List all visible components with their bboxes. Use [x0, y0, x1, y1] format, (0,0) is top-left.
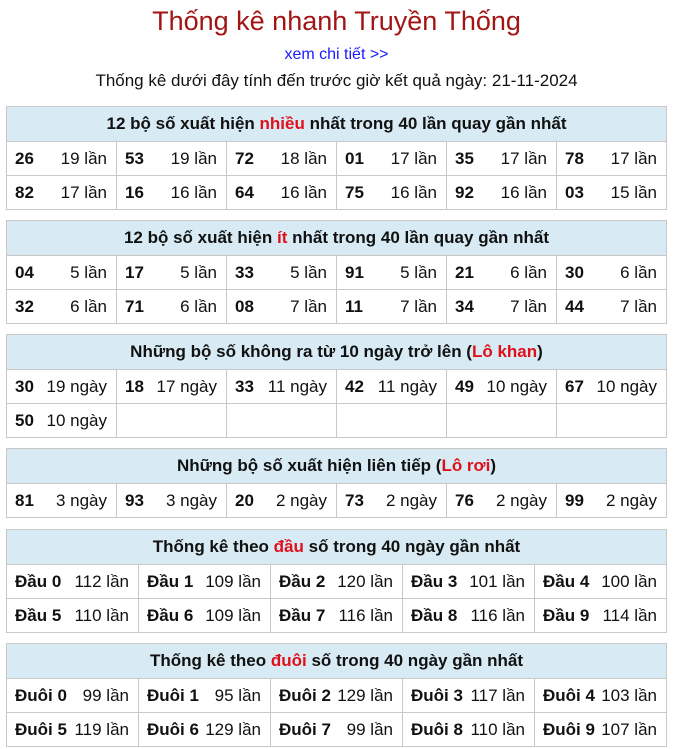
stat-number: 64: [235, 182, 254, 202]
stat-count: 101 lần: [469, 571, 525, 591]
stat-cell: [535, 713, 667, 747]
stat-number: 99: [565, 490, 584, 510]
table-row: [7, 565, 667, 599]
stat-cell: [337, 176, 447, 210]
stat-count: 16 lần: [170, 182, 217, 202]
stat-number: 33: [235, 262, 254, 282]
stat-count: 7 lần: [290, 296, 327, 316]
stat-count: 17 lần: [60, 182, 107, 202]
stat-number: 26: [15, 148, 34, 168]
stat-cell: [447, 142, 557, 176]
stat-count: 2 ngày: [385, 490, 437, 510]
stat-number: 03: [565, 182, 584, 202]
stat-number: 73: [345, 490, 364, 510]
stat-cell: [337, 370, 447, 404]
stat-count: 11 ngày: [377, 376, 437, 396]
stat-cell: [271, 565, 403, 599]
stat-cell: [227, 370, 337, 404]
section-title-text: 12 bộ số xuất hiện: [106, 114, 260, 133]
stat-count: 16 lần: [390, 182, 437, 202]
section-title-highlight: Lô khan: [471, 342, 538, 361]
stat-number: Đuôi 1: [147, 685, 199, 705]
stat-count: 10 ngày: [46, 410, 107, 430]
stat-count: 15 lần: [610, 182, 657, 202]
stat-count: 109 lần: [205, 571, 261, 591]
stat-number: 50: [15, 410, 34, 430]
table-row: [7, 142, 667, 176]
stat-count: 129 lần: [205, 719, 261, 739]
stat-cell: [117, 404, 227, 438]
stat-cell: [557, 484, 667, 518]
stat-cell: [535, 679, 667, 713]
stat-count: 129 lần: [337, 685, 393, 705]
stat-number: 91: [345, 262, 364, 282]
stat-count: 7 lần: [400, 296, 437, 316]
stat-count: 116 lần: [470, 605, 525, 625]
section-title-text: số trong 40 ngày gần nhất: [306, 651, 524, 670]
stat-count: 17 lần: [610, 148, 657, 168]
stat-number: 81: [15, 490, 34, 510]
section-title-text: nhất trong 40 lần quay gần nhất: [287, 228, 550, 247]
stat-count: 7 lần: [620, 296, 657, 316]
stat-number: 11: [345, 296, 363, 316]
stat-count: 5 lần: [400, 262, 437, 282]
stat-count: 19 lần: [170, 148, 217, 168]
stat-cell: [337, 484, 447, 518]
table-row: [7, 290, 667, 324]
lo-khan-table: [6, 334, 667, 438]
stat-cell: [7, 370, 117, 404]
stat-cell: [7, 679, 139, 713]
stat-number: 18: [125, 376, 144, 396]
least-frequent-table: [6, 220, 667, 324]
stat-count: 7 lần: [510, 296, 547, 316]
stat-cell: [337, 256, 447, 290]
stat-count: 11 ngày: [267, 376, 327, 396]
stat-number: 21: [455, 262, 474, 282]
stat-count: 6 lần: [180, 296, 217, 316]
stat-count: 6 lần: [510, 262, 547, 282]
section-title-text: ): [537, 342, 543, 361]
section-title: [7, 335, 667, 370]
stat-number: Đuôi 5: [15, 719, 67, 739]
stat-number: 20: [235, 490, 254, 510]
section-title-text: Thống kê theo: [152, 537, 274, 556]
stat-number: 71: [125, 296, 144, 316]
stat-count: 107 lần: [601, 719, 657, 739]
stat-number: 30: [565, 262, 584, 282]
stat-number: 76: [455, 490, 474, 510]
section-title-highlight: nhiều: [259, 114, 305, 133]
stat-cell: [447, 176, 557, 210]
stat-number: 16: [125, 182, 144, 202]
stat-cell: [117, 256, 227, 290]
stat-count: 19 lần: [60, 148, 107, 168]
table-row: [7, 176, 667, 210]
stat-number: Đầu 3: [411, 571, 458, 591]
stat-number: 34: [455, 296, 474, 316]
stat-number: 53: [125, 148, 144, 168]
stat-cell: [139, 713, 271, 747]
stat-count: 10 ngày: [486, 376, 547, 396]
stat-number: 17: [125, 262, 144, 282]
section-title-text: nhất trong 40 lần quay gần nhất: [304, 114, 567, 133]
stat-count: 6 lần: [620, 262, 657, 282]
stat-number: Đuôi 3: [411, 685, 463, 705]
stat-number: Đầu 5: [15, 605, 62, 625]
stat-number: Đầu 0: [15, 571, 62, 591]
stat-number: Đầu 1: [147, 571, 194, 591]
stat-cell: [7, 713, 139, 747]
stat-number: 75: [345, 182, 364, 202]
table-row: [7, 713, 667, 747]
section-title-text: số trong 40 ngày gần nhất: [303, 537, 521, 556]
table-row: [7, 256, 667, 290]
stat-number: 44: [565, 296, 584, 316]
section-title-highlight: đuôi: [270, 651, 307, 670]
stat-number: 33: [235, 376, 254, 396]
stat-cell: [227, 484, 337, 518]
stat-number: 72: [235, 148, 254, 168]
stat-number: 35: [455, 148, 474, 168]
stat-cell: [139, 599, 271, 633]
stat-count: 6 lần: [70, 296, 107, 316]
stat-cell: [337, 290, 447, 324]
stat-number: 30: [15, 376, 34, 396]
stat-number: 49: [455, 376, 474, 396]
most-frequent-table: [6, 106, 667, 210]
stat-cell: [447, 370, 557, 404]
stat-cell: [557, 290, 667, 324]
stat-number: 42: [345, 376, 364, 396]
section-title: [7, 644, 667, 679]
stat-cell: [271, 679, 403, 713]
stat-cell: [447, 256, 557, 290]
stat-count: 100 lần: [601, 571, 657, 591]
stat-cell: [7, 404, 117, 438]
stat-cell: [337, 404, 447, 438]
stat-number: 92: [455, 182, 474, 202]
stat-cell: [117, 370, 227, 404]
stat-count: 10 ngày: [596, 376, 657, 396]
stat-count: 16 lần: [500, 182, 547, 202]
stat-count: 114 lần: [602, 605, 657, 625]
stat-count: 109 lần: [205, 605, 261, 625]
stat-number: Đuôi 8: [411, 719, 463, 739]
stat-number: Đuôi 4: [543, 685, 595, 705]
stat-cell: [403, 565, 535, 599]
stat-number: Đầu 7: [279, 605, 326, 625]
stat-count: 17 lần: [500, 148, 547, 168]
detail-link[interactable]: xem chi tiết >>: [284, 46, 389, 63]
table-row: [7, 679, 667, 713]
stat-number: 93: [125, 490, 144, 510]
stat-number: Đầu 9: [543, 605, 590, 625]
section-title-text: Những bộ số xuất hiện liên tiếp (: [176, 456, 442, 475]
section-title-text: ): [490, 456, 497, 475]
section-title-highlight: đầu: [273, 537, 304, 556]
stat-cell: [403, 679, 535, 713]
stat-number: Đầu 2: [279, 571, 326, 591]
stat-count: 95 lần: [214, 685, 261, 705]
stat-cell: [447, 404, 557, 438]
stat-cell: [117, 176, 227, 210]
section-title: [7, 107, 667, 142]
section-title-text: 12 bộ số xuất hiện: [123, 228, 277, 247]
stat-cell: [557, 404, 667, 438]
stat-number: Đuôi 6: [147, 719, 199, 739]
stat-count: 119 lần: [74, 719, 129, 739]
stat-cell: [7, 599, 139, 633]
stat-cell: [271, 713, 403, 747]
section-title: [7, 530, 667, 565]
stat-count: 3 ngày: [165, 490, 217, 510]
stat-count: 103 lần: [601, 685, 657, 705]
table-row: [7, 484, 667, 518]
stat-cell: [447, 484, 557, 518]
stat-cell: [557, 256, 667, 290]
stat-count: 116 lần: [338, 605, 393, 625]
section-title-highlight: ít: [277, 228, 288, 247]
stat-cell: [7, 256, 117, 290]
stat-cell: [337, 142, 447, 176]
stat-number: Đuôi 7: [279, 719, 331, 739]
stat-number: 04: [15, 262, 34, 282]
stat-count: 110 lần: [470, 719, 525, 739]
stat-cell: [139, 679, 271, 713]
stat-cell: [271, 599, 403, 633]
stat-count: 112 lần: [74, 571, 129, 591]
stat-cell: [403, 599, 535, 633]
stat-count: 19 ngày: [46, 376, 107, 396]
table-row: [7, 404, 667, 438]
stat-count: 5 lần: [290, 262, 327, 282]
stat-count: 120 lần: [337, 571, 393, 591]
stat-count: 117 lần: [470, 685, 525, 705]
stat-count: 3 ngày: [55, 490, 107, 510]
stat-cell: [7, 142, 117, 176]
stat-count: 17 lần: [390, 148, 437, 168]
stat-count: 16 lần: [280, 182, 327, 202]
stat-number: Đuôi 2: [279, 685, 331, 705]
section-title-highlight: Lô rơi: [441, 456, 491, 475]
stat-cell: [7, 176, 117, 210]
stat-number: 78: [565, 148, 584, 168]
section-title: [7, 449, 667, 484]
section-title-text: Những bộ số không ra từ 10 ngày trở lên (: [130, 342, 472, 361]
stat-count: 99 lần: [346, 719, 393, 739]
stat-cell: [227, 290, 337, 324]
stat-number: 67: [565, 376, 584, 396]
duoi-stats-table: [6, 643, 667, 747]
stat-count: 2 ngày: [605, 490, 657, 510]
stat-number: 32: [15, 296, 34, 316]
stat-cell: [535, 565, 667, 599]
stat-number: Đuôi 9: [543, 719, 595, 739]
stat-cell: [557, 142, 667, 176]
section-title-text: Thống kê theo: [149, 651, 271, 670]
stat-count: 110 lần: [74, 605, 129, 625]
stat-count: 18 lần: [280, 148, 327, 168]
section-title: [7, 221, 667, 256]
stat-count: 99 lần: [82, 685, 129, 705]
table-row: [7, 599, 667, 633]
stat-cell: [117, 142, 227, 176]
stat-cell: [557, 176, 667, 210]
stat-number: 08: [235, 296, 254, 316]
stat-count: 2 ngày: [275, 490, 327, 510]
stat-cell: [117, 290, 227, 324]
stat-cell: [557, 370, 667, 404]
stat-cell: [227, 142, 337, 176]
stat-cell: [117, 484, 227, 518]
stat-count: 5 lần: [180, 262, 217, 282]
stat-number: Đầu 6: [147, 605, 194, 625]
dau-stats-table: [6, 529, 667, 633]
stat-cell: [7, 290, 117, 324]
table-row: [7, 370, 667, 404]
page-title: Thống kê nhanh Truyền Thống: [152, 6, 521, 36]
stat-cell: [7, 484, 117, 518]
stat-count: 5 lần: [70, 262, 107, 282]
stat-number: 01: [345, 148, 364, 168]
stat-cell: [447, 290, 557, 324]
stat-number: Đầu 4: [543, 571, 590, 591]
stat-cell: [535, 599, 667, 633]
stat-cell: [139, 565, 271, 599]
stat-count: 17 ngày: [156, 376, 217, 396]
stats-date-line: Thống kê dưới đây tính đến trước giờ kết quả ngày: 21-11-2024: [95, 71, 578, 90]
lo-roi-table: [6, 448, 667, 518]
stat-number: Đầu 8: [411, 605, 458, 625]
stat-number: Đuôi 0: [15, 685, 67, 705]
stat-cell: [227, 256, 337, 290]
stat-cell: [227, 176, 337, 210]
stat-count: 2 ngày: [495, 490, 547, 510]
stat-cell: [7, 565, 139, 599]
stat-number: 82: [15, 182, 34, 202]
stat-cell: [227, 404, 337, 438]
stat-cell: [403, 713, 535, 747]
